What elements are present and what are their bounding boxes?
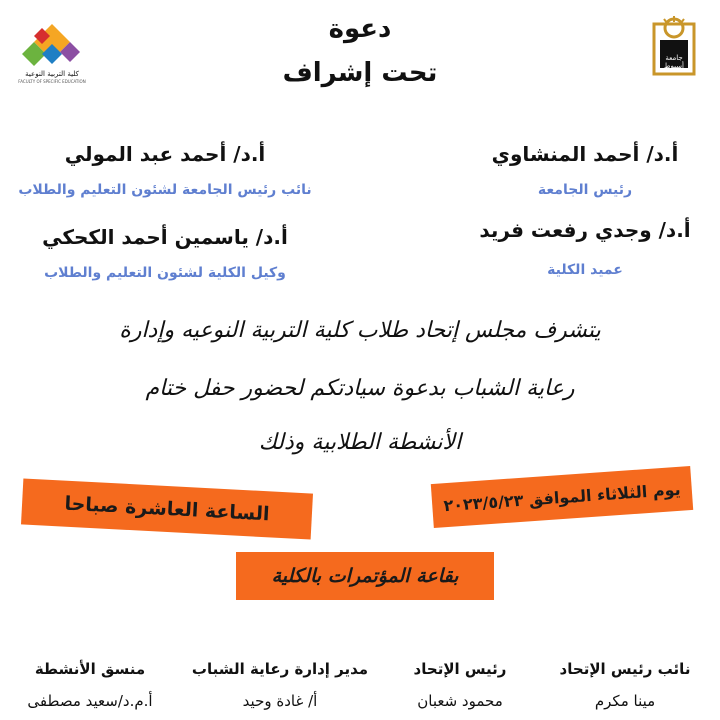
time-text: الساعة العاشرة صباحا (63, 492, 271, 526)
university-seal-caption: جامعة أسيوط (663, 54, 684, 70)
signature-title: رئيس الإتحاد (413, 660, 507, 678)
signature-title: منسق الأنشطة (34, 660, 146, 678)
official-vice-dean-role: وكيل الكلية لشئون التعليم والطلاب (44, 265, 286, 281)
official-vice-dean-name: أ.د/ ياسمين أحمد الكحكي (42, 225, 288, 249)
faculty-logo (18, 22, 86, 84)
invitation-subtitle: تحت إشراف (282, 58, 438, 88)
signature-name: أ/ غادة وحيد (242, 692, 318, 710)
invitation-title: دعوة (328, 14, 392, 44)
faculty-logo-caption: كلية التربية النوعية (25, 70, 79, 78)
date-text: يوم الثلاثاء الموافق ٢٠٢٣/٥/٢٣ (442, 479, 682, 515)
official-dean-name: أ.د/ وجدي رفعت فريد (479, 218, 691, 242)
signature-name: مينا مكرم (594, 692, 656, 710)
place-text: بقاعة المؤتمرات بالكلية (271, 565, 459, 587)
university-seal (648, 14, 700, 76)
official-president-name: أ.د/ أحمد المنشاوي (491, 142, 679, 166)
signature-name: محمود شعبان (417, 692, 503, 710)
faculty-squares-icon (22, 22, 82, 70)
invitation-line-1: يتشرف مجلس إتحاد طلاب كلية التربية النوعيه وإدارة (119, 318, 601, 343)
invitation-line-3: الأنشطة الطلابية وذلك (258, 430, 462, 455)
invitation-line-2: رعاية الشباب بدعوة سيادتكم لحضور حفل ختام (145, 376, 575, 401)
official-vp-name: أ.د/ أحمد عبد المولي (64, 142, 266, 166)
official-vp-role: نائب رئيس الجامعة لشئون التعليم والطلاب (18, 182, 312, 198)
signature-title: نائب رئيس الإتحاد (559, 660, 691, 678)
place-banner (236, 552, 494, 600)
signature-title: مدير إدارة رعاية الشباب (191, 660, 369, 678)
signature-name: أ.م.د/سعيد مصطفى (27, 692, 153, 710)
official-president-role: رئيس الجامعة (537, 182, 633, 198)
date-banner (431, 466, 693, 528)
faculty-logo-subcaption: FACULTY OF SPECIFIC EDUCATION (18, 79, 86, 84)
official-dean-role: عميد الكلية (547, 262, 623, 278)
time-banner (21, 478, 313, 539)
